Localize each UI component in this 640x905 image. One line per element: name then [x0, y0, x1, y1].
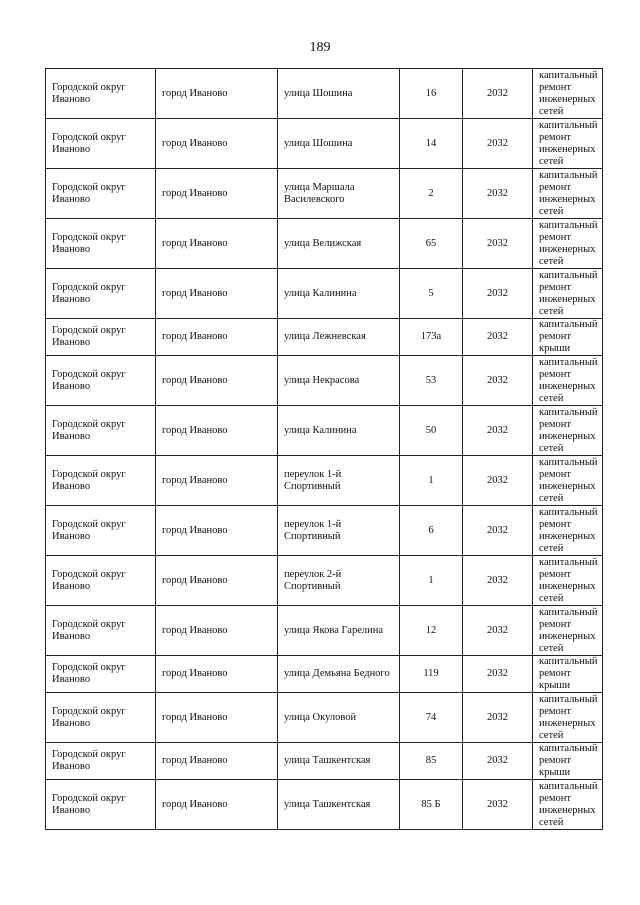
work-type-cell: капитальный ремонт инженерных сетей — [533, 506, 603, 556]
table-row — [46, 506, 603, 556]
house-number-cell: 74 — [400, 693, 463, 743]
work-type-cell: капитальный ремонт инженерных сетей — [533, 356, 603, 406]
work-type-cell: капитальный ремонт инженерных сетей — [533, 406, 603, 456]
table-row — [46, 606, 603, 656]
street-cell: улица Ташкентская — [278, 780, 400, 830]
work-type-cell: капитальный ремонт инженерных сетей — [533, 219, 603, 269]
house-number-cell: 119 — [400, 656, 463, 693]
street-cell: улица Некрасова — [278, 356, 400, 406]
house-number-cell: 53 — [400, 356, 463, 406]
work-type-cell: капитальный ремонт инженерных сетей — [533, 269, 603, 319]
house-number-cell: 50 — [400, 406, 463, 456]
okrug-cell: Городской округ Иваново — [46, 693, 156, 743]
okrug-cell: Городской округ Иваново — [46, 456, 156, 506]
city-cell: город Иваново — [156, 556, 278, 606]
okrug-cell: Городской округ Иваново — [46, 119, 156, 169]
city-cell: город Иваново — [156, 269, 278, 319]
street-cell: улица Ташкентская — [278, 743, 400, 780]
street-cell: улица Велижская — [278, 219, 400, 269]
street-cell: улица Шошина — [278, 69, 400, 119]
street-cell: улица Якова Гарелина — [278, 606, 400, 656]
house-number-cell: 85 Б — [400, 780, 463, 830]
year-cell: 2032 — [463, 219, 533, 269]
year-cell: 2032 — [463, 69, 533, 119]
okrug-cell: Городской округ Иваново — [46, 606, 156, 656]
table-row — [46, 119, 603, 169]
table-row — [46, 69, 603, 119]
table-row — [46, 556, 603, 606]
house-number-cell: 16 — [400, 69, 463, 119]
city-cell: город Иваново — [156, 606, 278, 656]
city-cell: город Иваново — [156, 780, 278, 830]
street-cell: улица Маршала Василевского — [278, 169, 400, 219]
table-row — [46, 356, 603, 406]
table-row — [46, 656, 603, 693]
work-type-cell: капитальный ремонт крыши — [533, 319, 603, 356]
work-type-cell: капитальный ремонт инженерных сетей — [533, 606, 603, 656]
table-row — [46, 406, 603, 456]
house-number-cell: 1 — [400, 556, 463, 606]
year-cell: 2032 — [463, 406, 533, 456]
work-type-cell: капитальный ремонт инженерных сетей — [533, 169, 603, 219]
table-row — [46, 743, 603, 780]
repair-schedule-table — [45, 68, 603, 830]
okrug-cell: Городской округ Иваново — [46, 656, 156, 693]
table-body — [46, 69, 603, 830]
okrug-cell: Городской округ Иваново — [46, 169, 156, 219]
year-cell: 2032 — [463, 356, 533, 406]
city-cell: город Иваново — [156, 69, 278, 119]
house-number-cell: 85 — [400, 743, 463, 780]
street-cell: улица Калинина — [278, 269, 400, 319]
table-row — [46, 169, 603, 219]
city-cell: город Иваново — [156, 219, 278, 269]
house-number-cell: 14 — [400, 119, 463, 169]
year-cell: 2032 — [463, 656, 533, 693]
okrug-cell: Городской округ Иваново — [46, 743, 156, 780]
table-row — [46, 693, 603, 743]
city-cell: город Иваново — [156, 169, 278, 219]
work-type-cell: капитальный ремонт инженерных сетей — [533, 456, 603, 506]
street-cell: переулок 1-й Спортивный — [278, 456, 400, 506]
city-cell: город Иваново — [156, 743, 278, 780]
house-number-cell: 6 — [400, 506, 463, 556]
year-cell: 2032 — [463, 556, 533, 606]
okrug-cell: Городской округ Иваново — [46, 356, 156, 406]
year-cell: 2032 — [463, 693, 533, 743]
city-cell: город Иваново — [156, 656, 278, 693]
work-type-cell: капитальный ремонт крыши — [533, 656, 603, 693]
house-number-cell: 1 — [400, 456, 463, 506]
house-number-cell: 173а — [400, 319, 463, 356]
city-cell: город Иваново — [156, 119, 278, 169]
house-number-cell: 65 — [400, 219, 463, 269]
year-cell: 2032 — [463, 743, 533, 780]
year-cell: 2032 — [463, 780, 533, 830]
okrug-cell: Городской округ Иваново — [46, 69, 156, 119]
house-number-cell: 2 — [400, 169, 463, 219]
year-cell: 2032 — [463, 456, 533, 506]
okrug-cell: Городской округ Иваново — [46, 219, 156, 269]
table-row — [46, 219, 603, 269]
okrug-cell: Городской округ Иваново — [46, 556, 156, 606]
work-type-cell: капитальный ремонт инженерных сетей — [533, 556, 603, 606]
okrug-cell: Городской округ Иваново — [46, 780, 156, 830]
street-cell: улица Окуловой — [278, 693, 400, 743]
year-cell: 2032 — [463, 269, 533, 319]
table-row — [46, 780, 603, 830]
year-cell: 2032 — [463, 169, 533, 219]
okrug-cell: Городской округ Иваново — [46, 269, 156, 319]
city-cell: город Иваново — [156, 456, 278, 506]
city-cell: город Иваново — [156, 319, 278, 356]
year-cell: 2032 — [463, 319, 533, 356]
table-row — [46, 269, 603, 319]
okrug-cell: Городской округ Иваново — [46, 406, 156, 456]
year-cell: 2032 — [463, 606, 533, 656]
street-cell: улица Шошина — [278, 119, 400, 169]
city-cell: город Иваново — [156, 693, 278, 743]
city-cell: город Иваново — [156, 506, 278, 556]
year-cell: 2032 — [463, 506, 533, 556]
city-cell: город Иваново — [156, 406, 278, 456]
city-cell: город Иваново — [156, 356, 278, 406]
work-type-cell: капитальный ремонт инженерных сетей — [533, 69, 603, 119]
work-type-cell: капитальный ремонт инженерных сетей — [533, 693, 603, 743]
work-type-cell: капитальный ремонт крыши — [533, 743, 603, 780]
work-type-cell: капитальный ремонт инженерных сетей — [533, 780, 603, 830]
street-cell: улица Лежневская — [278, 319, 400, 356]
street-cell: переулок 1-й Спортивный — [278, 506, 400, 556]
street-cell: улица Калинина — [278, 406, 400, 456]
house-number-cell: 12 — [400, 606, 463, 656]
street-cell: улица Демьяна Бедного — [278, 656, 400, 693]
table-row — [46, 456, 603, 506]
okrug-cell: Городской округ Иваново — [46, 506, 156, 556]
work-type-cell: капитальный ремонт инженерных сетей — [533, 119, 603, 169]
table-row — [46, 319, 603, 356]
page-number: 189 — [309, 40, 331, 55]
house-number-cell: 5 — [400, 269, 463, 319]
okrug-cell: Городской округ Иваново — [46, 319, 156, 356]
year-cell: 2032 — [463, 119, 533, 169]
street-cell: переулок 2-й Спортивный — [278, 556, 400, 606]
